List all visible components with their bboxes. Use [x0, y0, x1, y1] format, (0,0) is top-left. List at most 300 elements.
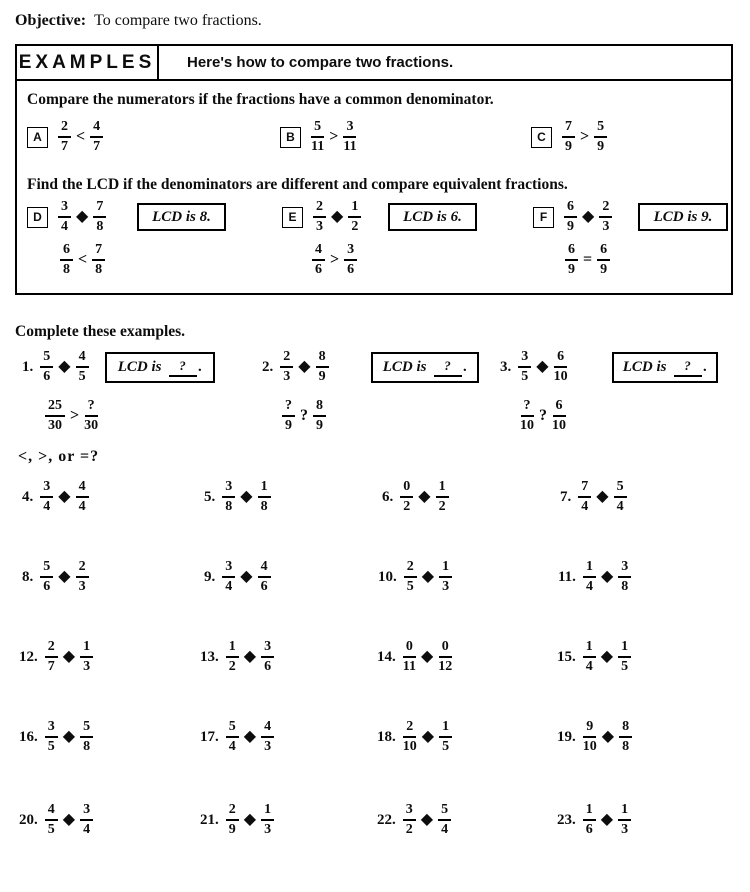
- example-letter-badge: F: [533, 207, 554, 228]
- problem-number: 2.: [262, 358, 274, 375]
- problem-number: 12.: [19, 648, 38, 665]
- problem-18: [377, 720, 452, 754]
- fraction: [597, 243, 610, 277]
- numerator: 6: [554, 350, 567, 368]
- example-D: [27, 200, 106, 234]
- problem-2: [262, 350, 329, 384]
- comparison-operator: =: [583, 251, 593, 268]
- denominator: 11: [343, 139, 357, 154]
- numerator: 2: [313, 200, 326, 218]
- denominator: 7: [61, 139, 68, 154]
- problem-number: 17.: [200, 728, 219, 745]
- denominator: 2: [438, 499, 446, 514]
- denominator: 4: [585, 659, 593, 674]
- problem-13: [200, 640, 274, 674]
- comparison-operator: ?: [300, 407, 308, 424]
- problem-7: [560, 480, 627, 514]
- fraction: [222, 560, 235, 594]
- problem-17: [200, 720, 274, 754]
- numerator: 1: [583, 803, 596, 821]
- problem-number: 20.: [19, 811, 38, 828]
- denominator: 3: [283, 369, 291, 384]
- diamond-icon: ◆: [600, 568, 614, 585]
- problem-number: 16.: [19, 728, 38, 745]
- problem-1: [22, 350, 89, 384]
- problem-number: 6.: [382, 488, 394, 505]
- numerator: 5: [40, 350, 53, 368]
- fraction: [565, 243, 578, 277]
- lcd-answer-box-E: [388, 203, 477, 231]
- fraction: [618, 803, 631, 837]
- problem-number: 9.: [204, 568, 216, 585]
- lcd-text: LCD is 9.: [653, 208, 713, 225]
- numerator: 25: [45, 399, 65, 417]
- lcd-blank-box-2: [371, 352, 479, 383]
- fraction: [619, 720, 632, 754]
- problem-number: 8.: [22, 568, 34, 585]
- fraction: [343, 120, 356, 154]
- fraction: [226, 720, 239, 754]
- problem-number: 22.: [377, 811, 396, 828]
- numerator: 1: [618, 803, 631, 821]
- denominator: 9: [228, 822, 236, 837]
- diamond-icon: ◆: [240, 488, 253, 505]
- objective-label: Objective:: [15, 12, 87, 29]
- numerator: 8: [316, 350, 329, 368]
- numerator: 6: [60, 243, 73, 261]
- numerator: 3: [58, 200, 71, 218]
- problem-16: [19, 720, 93, 754]
- diamond-icon: ◆: [76, 208, 89, 225]
- fraction: [439, 560, 452, 594]
- denominator: 4: [225, 579, 233, 594]
- fraction: [313, 200, 326, 234]
- lcd-label: LCD is: [117, 359, 162, 375]
- fraction: [60, 243, 73, 277]
- fraction: [76, 480, 89, 514]
- denominator: 3: [621, 822, 629, 837]
- denominator: 9: [316, 418, 323, 433]
- comparison-operator: >: [330, 251, 340, 268]
- numerator: 7: [92, 243, 105, 261]
- denominator: 7: [47, 659, 55, 674]
- numerator: 1: [439, 560, 452, 578]
- example-E: [282, 200, 361, 234]
- denominator: 9: [568, 262, 575, 277]
- numerator: 4: [90, 120, 103, 138]
- denominator: 10: [552, 418, 566, 433]
- fraction: [599, 200, 612, 234]
- diamond-icon: ◆: [582, 208, 595, 225]
- problem-number: 5.: [204, 488, 216, 505]
- denominator: 10: [553, 369, 568, 384]
- numerator: 1: [439, 720, 452, 738]
- numerator: 4: [76, 480, 89, 498]
- comparison-operator: <: [78, 251, 88, 268]
- diamond-icon: ◆: [331, 208, 344, 225]
- fraction: [258, 480, 271, 514]
- numerator: 3: [222, 560, 235, 578]
- numerator: 3: [518, 350, 531, 368]
- numerator: 6: [565, 243, 578, 261]
- denominator: 4: [61, 219, 68, 234]
- numerator: ?: [282, 399, 295, 417]
- fraction: [90, 120, 103, 154]
- fraction: [583, 640, 596, 674]
- denominator: 4: [616, 499, 624, 514]
- diamond-icon: ◆: [298, 358, 311, 375]
- denominator: 9: [318, 369, 326, 384]
- denominator: 4: [228, 739, 236, 754]
- fraction: [348, 200, 361, 234]
- lcd-label: LCD is: [622, 359, 667, 375]
- fraction: [45, 399, 65, 433]
- numerator: 1: [80, 640, 93, 658]
- comparison-operator: <: [76, 128, 86, 145]
- example-letter-badge: B: [280, 127, 301, 148]
- fraction: [311, 120, 324, 154]
- fraction: [226, 803, 239, 837]
- denominator: 6: [585, 822, 593, 837]
- problem-4: [22, 480, 89, 514]
- lcd-period: .: [463, 359, 468, 375]
- problem-21: [200, 803, 274, 837]
- numerator: 2: [45, 640, 58, 658]
- denominator: 6: [43, 369, 51, 384]
- examples-header-title: Here's how to compare two fractions.: [187, 54, 454, 71]
- problem-number: 13.: [200, 648, 219, 665]
- fraction: [80, 720, 93, 754]
- denominator: 5: [406, 579, 414, 594]
- problem-number: 15.: [557, 648, 576, 665]
- lcd-blank[interactable]: ?: [674, 358, 702, 377]
- lcd-period: .: [198, 359, 203, 375]
- denominator: 6: [315, 262, 322, 277]
- fraction: [80, 640, 93, 674]
- numerator: 4: [258, 560, 271, 578]
- denominator: 5: [621, 659, 629, 674]
- comparison-operator: >: [580, 128, 590, 145]
- example-D-answer: [60, 243, 105, 277]
- numerator: 9: [583, 720, 596, 738]
- fraction: [84, 399, 98, 433]
- lcd-text: LCD is 6.: [403, 208, 462, 225]
- problem-number: 10.: [378, 568, 397, 585]
- denominator: 3: [442, 579, 450, 594]
- diamond-icon: ◆: [421, 728, 435, 745]
- problem-23: [557, 803, 631, 837]
- denominator: 10: [582, 739, 597, 754]
- fraction: [261, 720, 274, 754]
- comparison-operator: ?: [539, 407, 547, 424]
- examples-header-label: EXAMPLES: [17, 46, 159, 79]
- compare-prompt: <, >, or =?: [18, 448, 100, 465]
- problem-number: 4.: [22, 488, 34, 505]
- numerator: 2: [403, 720, 416, 738]
- denominator: 10: [402, 739, 417, 754]
- numerator: 2: [599, 200, 612, 218]
- numerator: 1: [618, 640, 631, 658]
- fraction: [403, 720, 417, 754]
- numerator: 5: [438, 803, 451, 821]
- denominator: 11: [402, 659, 416, 674]
- numerator: 7: [578, 480, 591, 498]
- fraction: [436, 480, 449, 514]
- problem-number: 11.: [558, 568, 576, 585]
- objective-text: To compare two fractions.: [94, 12, 262, 29]
- problem-15: [557, 640, 631, 674]
- denominator: 2: [405, 822, 413, 837]
- lcd-blank[interactable]: ?: [434, 358, 462, 377]
- example-F-answer: [565, 243, 610, 277]
- numerator: 3: [80, 803, 93, 821]
- numerator: 1: [348, 200, 361, 218]
- fraction: [554, 350, 568, 384]
- lcd-blank[interactable]: ?: [169, 358, 197, 377]
- denominator: 12: [438, 659, 453, 674]
- fraction: [439, 720, 452, 754]
- problem-number: 7.: [560, 488, 572, 505]
- fraction: [40, 350, 53, 384]
- problem-1-work: [45, 399, 98, 433]
- numerator: 2: [404, 560, 417, 578]
- example-E-answer: [312, 243, 357, 277]
- problem-12: [19, 640, 93, 674]
- fraction: [404, 560, 417, 594]
- numerator: 3: [403, 803, 416, 821]
- objective-line: [15, 12, 262, 30]
- numerator: 2: [280, 350, 293, 368]
- denominator: 3: [264, 822, 272, 837]
- diamond-icon: ◆: [240, 568, 253, 585]
- fraction: [92, 243, 105, 277]
- fraction: [93, 200, 106, 234]
- denominator: 5: [442, 739, 450, 754]
- diamond-icon: ◆: [62, 728, 76, 745]
- fraction: [45, 720, 58, 754]
- problem-3-work: [520, 399, 566, 433]
- denominator: 9: [565, 139, 572, 154]
- problem-14: [377, 640, 452, 674]
- diamond-icon: ◆: [243, 648, 257, 665]
- denominator: 5: [47, 739, 55, 754]
- example-B: [280, 120, 357, 154]
- diamond-icon: ◆: [62, 648, 76, 665]
- fraction: [400, 480, 413, 514]
- denominator: 8: [63, 262, 70, 277]
- diamond-icon: ◆: [601, 728, 615, 745]
- numerator: 3: [343, 120, 356, 138]
- denominator: 4: [585, 579, 593, 594]
- numerator: 5: [614, 480, 627, 498]
- numerator: 3: [261, 640, 274, 658]
- denominator: 5: [47, 822, 55, 837]
- diamond-icon: ◆: [62, 811, 76, 828]
- fraction: [312, 243, 325, 277]
- denominator: 30: [48, 418, 62, 433]
- problem-number: 18.: [377, 728, 396, 745]
- fraction: [614, 480, 627, 514]
- problem-9: [204, 560, 271, 594]
- denominator: 7: [93, 139, 101, 154]
- fraction: [58, 200, 71, 234]
- numerator: 8: [619, 720, 632, 738]
- problem-8: [22, 560, 89, 594]
- denominator: 2: [403, 499, 411, 514]
- numerator: 1: [258, 480, 271, 498]
- fraction: [261, 803, 274, 837]
- problem-number: 21.: [200, 811, 219, 828]
- examples-body: [17, 81, 731, 293]
- numerator: ?: [85, 399, 98, 417]
- denominator: 4: [581, 499, 589, 514]
- numerator: 5: [594, 120, 607, 138]
- example-letter-badge: A: [27, 127, 48, 148]
- example-C: [531, 120, 607, 154]
- example-letter-badge: D: [27, 207, 48, 228]
- diamond-icon: ◆: [600, 648, 614, 665]
- denominator: 6: [43, 579, 51, 594]
- fraction: [313, 399, 326, 433]
- numerator: 3: [40, 480, 53, 498]
- numerator: 5: [80, 720, 93, 738]
- example-F: [533, 200, 612, 234]
- denominator: 6: [260, 579, 268, 594]
- numerator: 0: [403, 640, 416, 658]
- fraction: [438, 640, 452, 674]
- fraction: [76, 560, 89, 594]
- denominator: 8: [83, 739, 91, 754]
- numerator: 1: [226, 640, 239, 658]
- diamond-icon: ◆: [596, 488, 609, 505]
- denominator: 3: [316, 219, 323, 234]
- numerator: 4: [45, 803, 58, 821]
- fraction: [594, 120, 607, 154]
- diamond-icon: ◆: [58, 488, 71, 505]
- examples-header: [17, 46, 731, 81]
- problem-22: [377, 803, 451, 837]
- numerator: 0: [400, 480, 413, 498]
- fraction: [282, 399, 295, 433]
- denominator: 5: [78, 369, 86, 384]
- problem-3: [500, 350, 568, 384]
- diamond-icon: ◆: [243, 728, 257, 745]
- lcd-period: .: [703, 359, 708, 375]
- fraction: [618, 560, 631, 594]
- fraction: [76, 350, 89, 384]
- denominator: 6: [347, 262, 355, 277]
- numerator: 2: [76, 560, 89, 578]
- numerator: ?: [521, 399, 534, 417]
- denominator: 8: [95, 262, 103, 277]
- numerator: 1: [583, 560, 596, 578]
- denominator: 3: [83, 659, 91, 674]
- numerator: 7: [93, 200, 106, 218]
- problem-6: [382, 480, 449, 514]
- denominator: 8: [96, 219, 104, 234]
- denominator: 2: [228, 659, 236, 674]
- numerator: 4: [76, 350, 89, 368]
- diamond-icon: ◆: [418, 488, 431, 505]
- denominator: 8: [621, 579, 629, 594]
- example-letter-badge: E: [282, 207, 303, 228]
- diamond-icon: ◆: [420, 648, 434, 665]
- problem-number: 19.: [557, 728, 576, 745]
- problem-number: 3.: [500, 358, 512, 375]
- denominator: 8: [260, 499, 268, 514]
- examples-box: [15, 44, 733, 295]
- denominator: 9: [597, 139, 605, 154]
- numerator: 1: [583, 640, 596, 658]
- lcd-answer-box-D: [137, 203, 226, 231]
- diamond-icon: ◆: [58, 358, 71, 375]
- fraction: [552, 399, 566, 433]
- numerator: 1: [436, 480, 449, 498]
- complete-examples-label: Complete these examples.: [15, 323, 186, 340]
- denominator: 9: [285, 418, 292, 433]
- fraction: [518, 350, 531, 384]
- problem-10: [378, 560, 452, 594]
- numerator: 8: [313, 399, 326, 417]
- denominator: 30: [84, 418, 99, 433]
- problem-number: 1.: [22, 358, 34, 375]
- fraction: [583, 720, 597, 754]
- problem-19: [557, 720, 632, 754]
- fraction: [40, 480, 53, 514]
- lcd-blank-box-1: [105, 352, 215, 383]
- fraction: [258, 560, 271, 594]
- fraction: [45, 640, 58, 674]
- problem-5: [204, 480, 271, 514]
- fraction: [583, 560, 596, 594]
- denominator: 3: [264, 739, 272, 754]
- denominator: 5: [521, 369, 529, 384]
- lcd-text: LCD is 8.: [152, 208, 211, 225]
- numerator: 7: [562, 120, 575, 138]
- fraction: [403, 803, 416, 837]
- problem-number: 14.: [377, 648, 396, 665]
- diamond-icon: ◆: [536, 358, 549, 375]
- comparison-operator: >: [70, 407, 80, 424]
- fraction: [618, 640, 631, 674]
- numerator: 2: [58, 120, 71, 138]
- denominator: 10: [520, 418, 534, 433]
- problem-20: [19, 803, 93, 837]
- fraction: [222, 480, 235, 514]
- denominator: 8: [622, 739, 630, 754]
- denominator: 9: [600, 262, 608, 277]
- numerator: 5: [40, 560, 53, 578]
- diamond-icon: ◆: [243, 811, 257, 828]
- fraction: [520, 399, 534, 433]
- numerator: 1: [261, 803, 274, 821]
- lcd-answer-box-F: [638, 203, 728, 231]
- fraction: [226, 640, 239, 674]
- fraction: [562, 120, 575, 154]
- lcd-blank-box-3: [612, 352, 718, 383]
- fraction: [344, 243, 357, 277]
- fraction: [438, 803, 451, 837]
- diamond-icon: ◆: [420, 811, 434, 828]
- numerator: 6: [564, 200, 577, 218]
- diamond-icon: ◆: [421, 568, 435, 585]
- rule-lcd: Find the LCD if the denominators are different and compare equivalent fractions.: [27, 176, 568, 193]
- denominator: 9: [567, 219, 574, 234]
- fraction: [578, 480, 591, 514]
- numerator: 3: [45, 720, 58, 738]
- fraction: [261, 640, 274, 674]
- numerator: 4: [261, 720, 274, 738]
